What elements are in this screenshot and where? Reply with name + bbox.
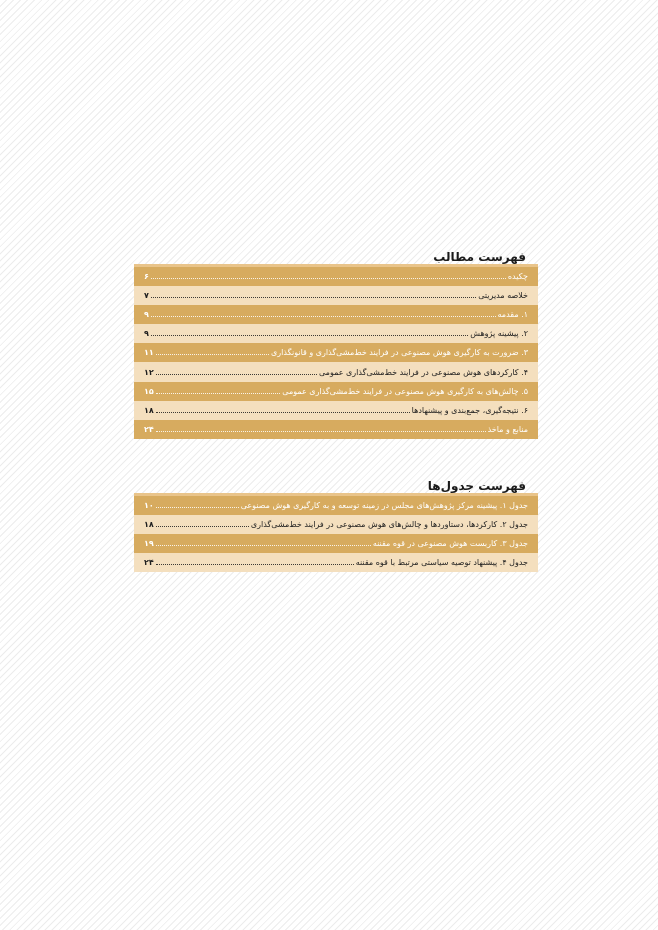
dot-leader xyxy=(156,412,410,413)
page-number: ۱۲ xyxy=(144,367,154,377)
entry-label: ۱. مقدمه xyxy=(497,310,528,320)
toc-entry[interactable] xyxy=(134,305,538,324)
page-number: ۱۵ xyxy=(144,386,154,396)
entry-label: جدول ۳. کاربست هوش مصنوعی در قوه مقننه xyxy=(372,539,528,548)
page-number: ۲۴ xyxy=(144,424,154,434)
page-number: ۱۸ xyxy=(144,520,154,529)
dot-leader xyxy=(156,354,269,355)
toc-entry[interactable] xyxy=(134,401,538,420)
toc-entry[interactable] xyxy=(134,286,538,305)
table-of-contents xyxy=(134,250,538,439)
toc-entry[interactable] xyxy=(134,267,538,286)
dot-leader xyxy=(151,335,468,336)
page-number: ۱۸ xyxy=(144,405,154,415)
entry-label: جدول ۱. پیشینه مرکز پژوهش‌های مجلس در زمینه توسعه و به کارگیری هوش مصنوعی xyxy=(240,501,528,510)
entry-label: چکیده xyxy=(507,272,528,282)
contents-title: فهرست مطالب xyxy=(433,250,526,264)
dot-leader xyxy=(156,507,239,508)
entry-label: ۶. نتیجه‌گیری، جمع‌بندی و پیشنهادها xyxy=(411,405,528,415)
entry-label: خلاصه مدیریتی xyxy=(478,291,528,301)
entry-label: جدول ۲. کارکردها، دستاوردها و چالش‌های هوش مصنوعی در فرایند خط‌مشی‌گذاری xyxy=(250,520,528,529)
dot-leader xyxy=(156,431,486,432)
table-list-entry[interactable] xyxy=(134,496,538,515)
page-number: ۱۰ xyxy=(144,501,154,510)
toc-entry[interactable] xyxy=(134,382,538,401)
page-number: ۶ xyxy=(144,272,149,282)
toc-entry[interactable] xyxy=(134,343,538,362)
dot-leader xyxy=(151,278,506,279)
entry-label: جدول ۴. پیشنهاد توصیه سیاستی مرتبط با قوه مقننه xyxy=(355,558,528,567)
toc-entry[interactable] xyxy=(134,420,538,439)
dot-leader xyxy=(151,297,476,298)
entry-label: ۳. ضرورت به کارگیری هوش مصنوعی در فرایند خط‌مشی‌گذاری و قانونگذاری xyxy=(271,348,528,358)
dot-leader xyxy=(156,526,249,527)
page-number: ۲۴ xyxy=(144,558,154,567)
entry-label: ۴. کارکردهای هوش مصنوعی در فرایند خط‌مشی‌گذاری عمومی xyxy=(319,367,528,377)
dot-leader xyxy=(151,316,496,317)
tables-title: فهرست جدول‌ها xyxy=(427,479,526,493)
page-number: ۱۱ xyxy=(144,348,154,358)
dot-leader xyxy=(156,374,317,375)
toc-entry[interactable] xyxy=(134,362,538,381)
page-number: ۱۹ xyxy=(144,539,154,548)
dot-leader xyxy=(156,393,281,394)
page-number: ۹ xyxy=(144,329,149,339)
table-list-entry[interactable] xyxy=(134,534,538,553)
table-list-entry[interactable] xyxy=(134,515,538,534)
page-number: ۷ xyxy=(144,291,149,301)
page-number: ۹ xyxy=(144,310,149,320)
entry-label: منابع و ماخذ xyxy=(487,424,528,434)
entry-label: ۵. چالش‌های به کارگیری هوش مصنوعی در فرایند خط‌مشی‌گذاری عمومی xyxy=(282,386,528,396)
entry-label: ۲. پیشینه پژوهش xyxy=(470,329,528,339)
dot-leader xyxy=(156,564,354,565)
toc-entry[interactable] xyxy=(134,324,538,343)
dot-leader xyxy=(156,545,371,546)
table-list-entry[interactable] xyxy=(134,553,538,572)
list-of-tables xyxy=(134,479,538,572)
